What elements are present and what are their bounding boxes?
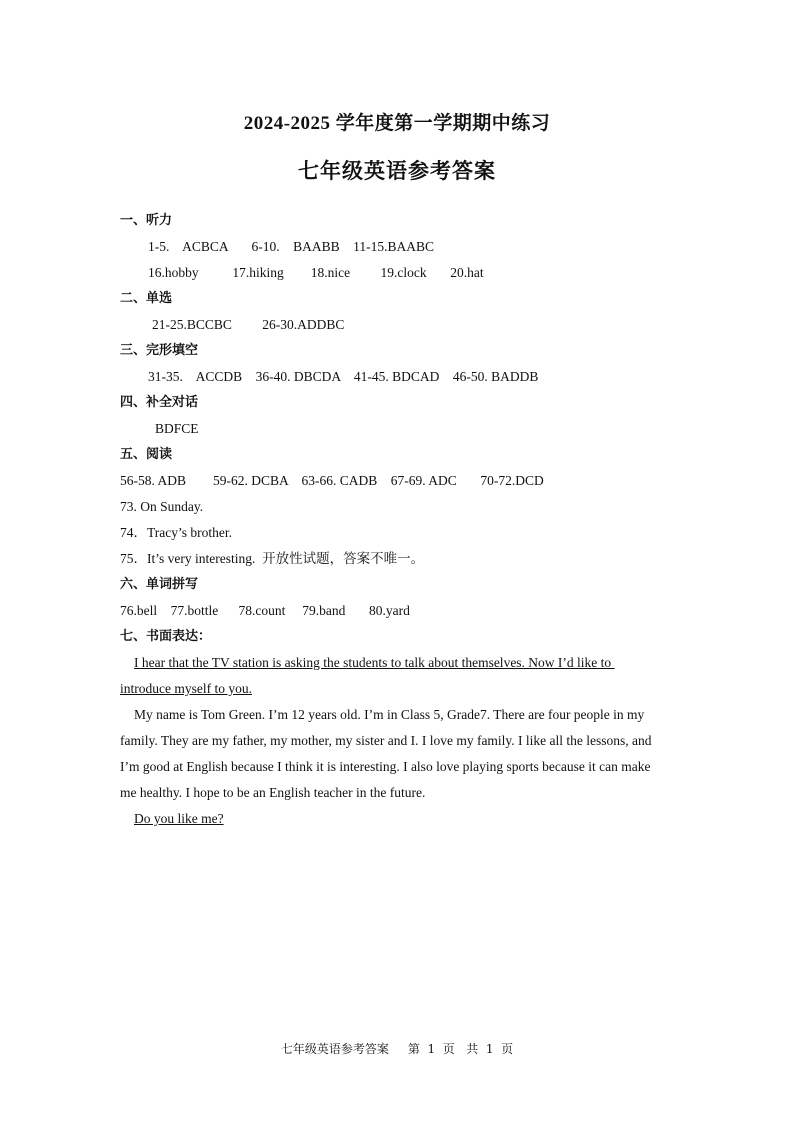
single-choice-answers: 21-25.BCCBC 26-30.ADDBC <box>152 317 345 332</box>
page-footer: 七年级英语参考答案 第 1 页 共 1 页 <box>280 1042 514 1056</box>
section-listening-heading: 一、听力 <box>120 213 173 228</box>
document-title: 2024-2025 学年度第一学期期中练习 <box>243 113 551 134</box>
essay-body-line2: family. They are my father, my mother, my sister and I. I love my family. I like all the lessons, and <box>120 733 652 748</box>
reading-answer-73: 73. On Sunday. <box>120 499 204 514</box>
spelling-answers: 76.bell 77.bottle 78.count 79.band 80.yard <box>120 603 410 618</box>
section-cloze-heading: 三、完形填空 <box>120 343 199 358</box>
section-reading-heading: 五、阅读 <box>120 447 173 462</box>
document-subtitle: 七年级英语参考答案 <box>298 159 496 183</box>
listening-answers-line1: 1-5. ACBCA 6-10. BAABB 11-15.BAABC <box>148 239 435 254</box>
reading-answer-74: 74．Tracy’s brother. <box>120 525 232 540</box>
listening-answers-line2: 16.hobby 17.hiking 18.nice 19.clock 20.hat <box>148 265 484 280</box>
essay-closing: Do you like me? <box>134 811 224 826</box>
reading-answers-line1: 56-58. ADB 59-62. DCBA 63-66. CADB 67-69. ADC 70-72.DCD <box>120 473 544 488</box>
essay-body-line3: I’m good at English because I think it is interesting. I also love playing sports because it can make <box>120 759 651 774</box>
essay-intro-line1: I hear that the TV station is asking the students to talk about themselves. Now I’d like to <box>134 655 615 670</box>
essay-body-line1: My name is Tom Green. I’m 12 years old. I’m in Class 5, Grade7. There are four people in my <box>134 707 645 722</box>
cloze-answers: 31-35. ACCDB 36-40. DBCDA 41-45. BDCAD 46-50. BADDB <box>148 369 539 384</box>
section-writing-heading: 七、书面表达： <box>120 629 212 644</box>
section-spelling-heading: 六、单词拼写 <box>120 577 199 592</box>
section-dialogue-heading: 四、补全对话 <box>120 395 199 410</box>
dialogue-answers: BDFCE <box>155 421 199 436</box>
essay-body-line4: me healthy. I hope to be an English teacher in the future. <box>120 785 426 800</box>
essay-intro-line2: introduce myself to you. <box>120 681 252 696</box>
reading-answer-75: 75．It’s very interesting. 开放性试题，答案不唯一。 <box>120 551 425 566</box>
section-single-choice-heading: 二、单选 <box>120 291 173 306</box>
